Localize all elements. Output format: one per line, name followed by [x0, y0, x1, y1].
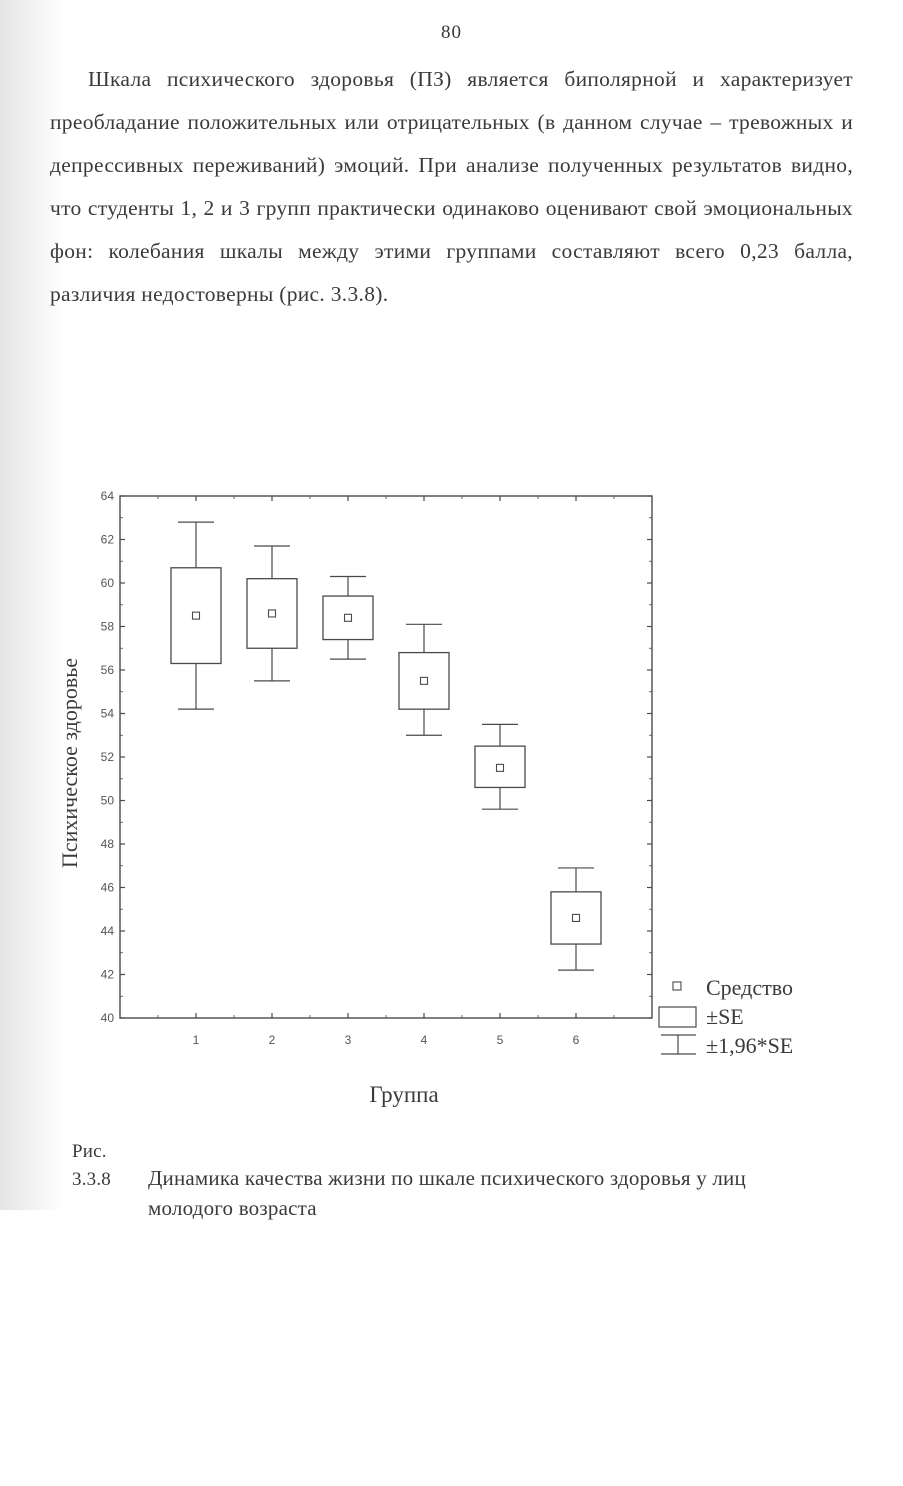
y-tick-label: 52: [100, 750, 114, 764]
y-tick-label: 46: [100, 880, 114, 895]
x-tick-label: 6: [572, 1033, 580, 1047]
caption-prefix: Рис. 3.3.8: [72, 1141, 111, 1190]
y-tick-label: 40: [100, 1011, 114, 1025]
mean-marker: [345, 614, 352, 621]
mean-marker: [421, 677, 428, 684]
x-axis-title: Группа: [369, 1082, 439, 1107]
x-tick-label: 3: [344, 1033, 352, 1047]
body-paragraph: Шкала психического здоровья (ПЗ) является биполярной и характеризует преобладание положительных или отрицательных (в данном случае – тревожных и депрессивных переживаний) эмоций. При анализе полученных результатов видно, что студенты 1, 2 и 3 групп практически одинаково оценивают свой эмоциональных фон: колебания шкалы между этими группами составляют всего 0,23 балла, различия недостоверны (рис. 3.3.8).: [50, 67, 853, 306]
y-axis-title: Психическое здоровье: [57, 657, 82, 869]
legend-mean-label: Средство: [706, 975, 793, 1000]
mean-marker: [497, 764, 504, 771]
x-tick-label: 1: [192, 1033, 200, 1047]
mean-marker: [573, 914, 580, 921]
mean-marker: [269, 610, 276, 617]
figure-caption: [72, 1138, 862, 1222]
x-tick-label: 2: [268, 1033, 276, 1047]
legend-ci-label: ±1,96*SE: [706, 1033, 794, 1058]
legend-se-icon: [659, 1007, 696, 1027]
page-number: 80: [441, 22, 462, 43]
x-tick-label: 4: [420, 1033, 428, 1047]
caption-line-2: молодого возраста: [148, 1196, 317, 1220]
y-tick-label: 62: [100, 532, 114, 547]
y-tick-label: 58: [100, 619, 114, 634]
legend-mean-icon: [673, 982, 681, 990]
y-tick-label: 64: [100, 489, 114, 503]
caption-line-1: Динамика качества жизни по шкале психического здоровья у лиц: [148, 1166, 746, 1190]
y-tick-label: 42: [100, 967, 114, 982]
legend-se-label: ±SE: [706, 1004, 744, 1029]
y-tick-label: 44: [100, 924, 114, 938]
mean-marker: [193, 612, 200, 619]
x-tick-label: 5: [496, 1033, 504, 1047]
y-tick-label: 60: [100, 576, 114, 590]
y-tick-label: 48: [100, 837, 114, 851]
y-tick-label: 50: [100, 793, 114, 808]
y-tick-label: 56: [100, 663, 114, 677]
y-tick-label: 54: [100, 706, 114, 721]
box-plot-chart: [0, 470, 903, 1110]
